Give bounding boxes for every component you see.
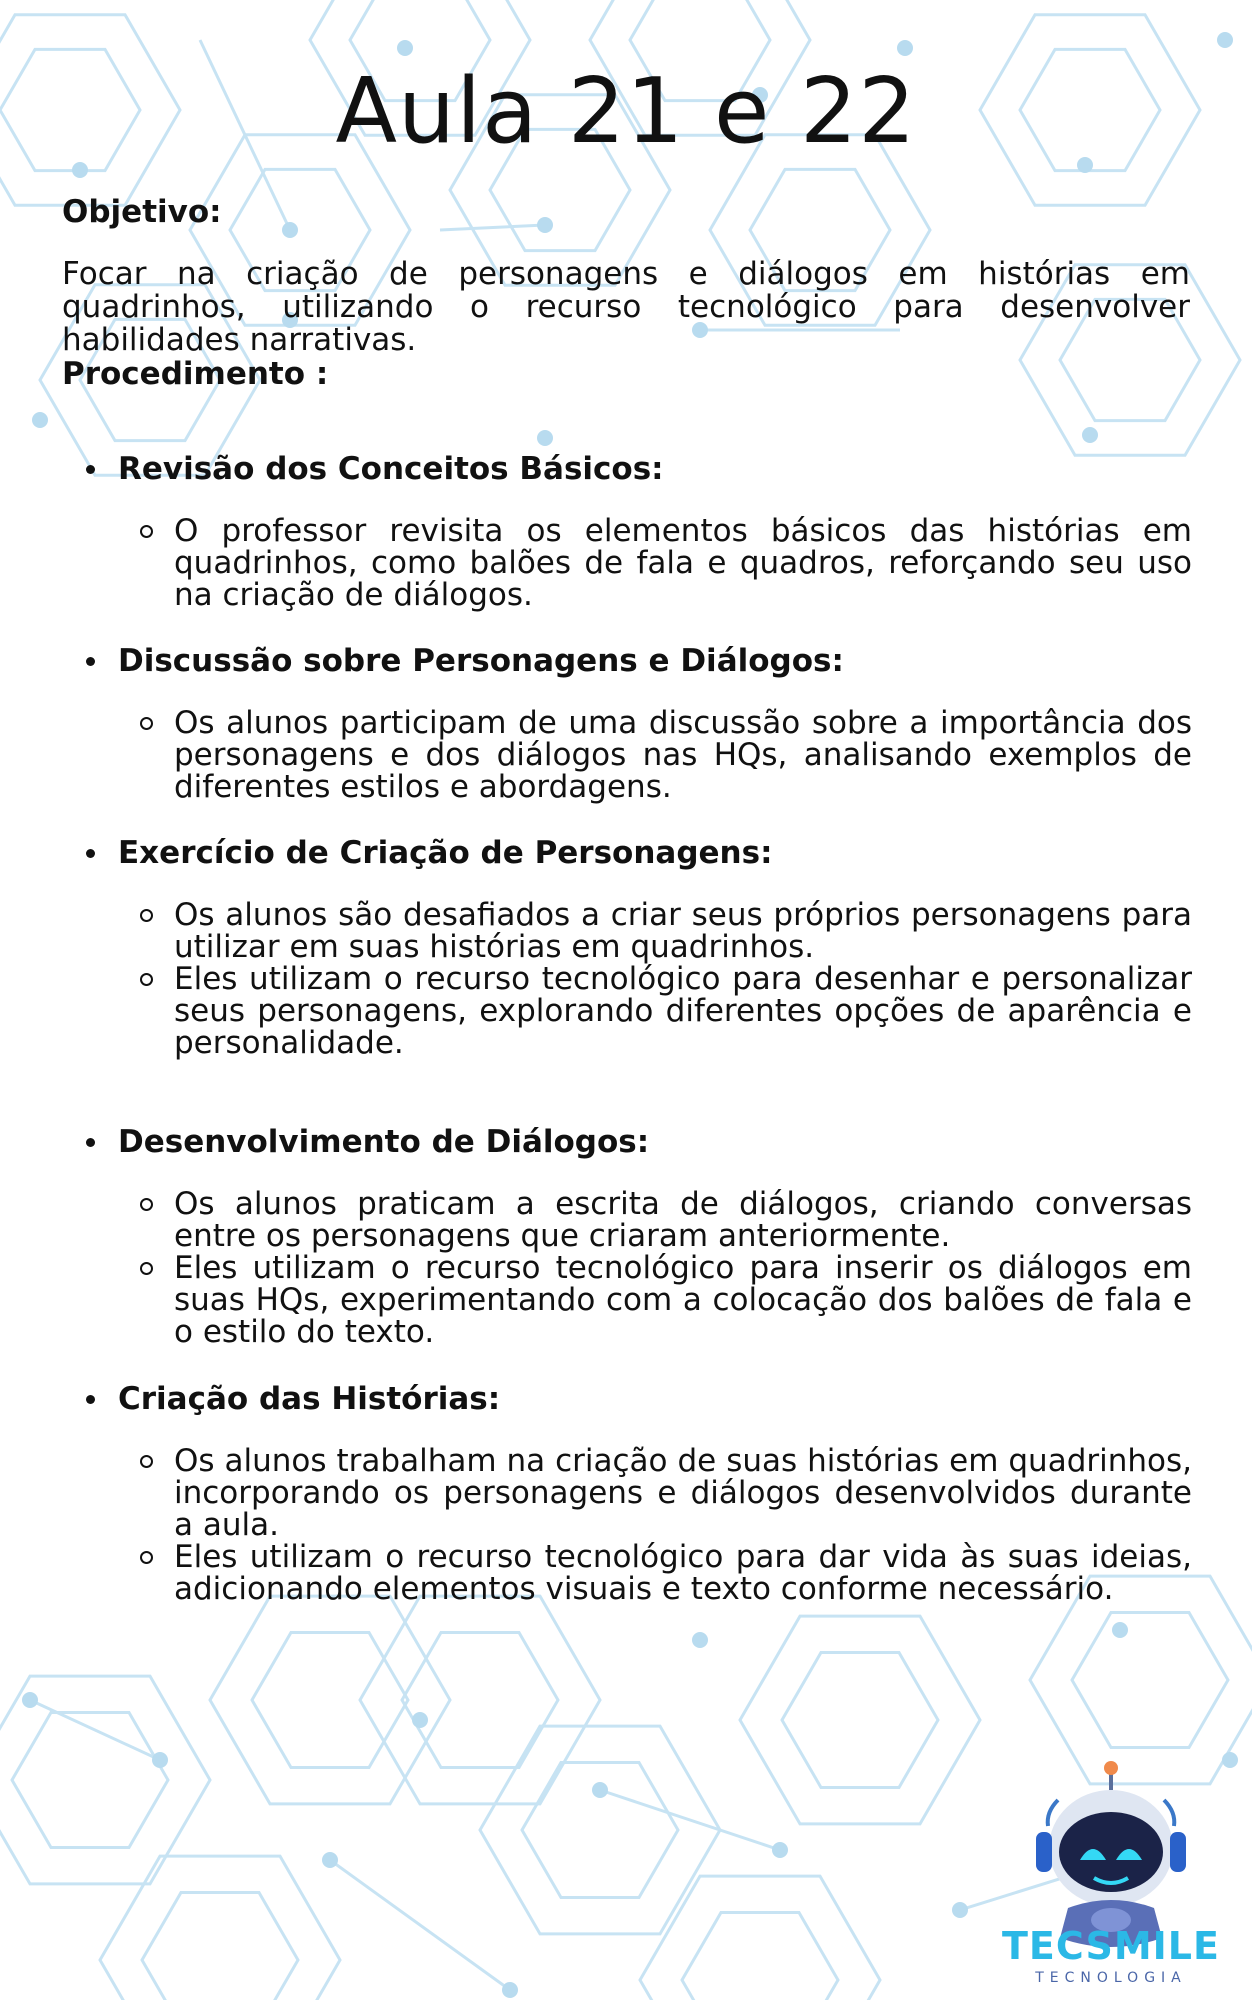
list-item: O professor revisita os elementos básicos das histórias em quadrinhos, como balões de fala e quadros, reforçando seu uso na criação de diálogos. — [174, 513, 1192, 613]
list-item: Eles utilizam o recurso tecnológico para dar vida às suas ideias, adicionando elementos visuais e texto conforme necessário. — [174, 1539, 1192, 1607]
brand-name: TECSMILE — [1002, 1924, 1220, 1968]
list-item: Eles utilizam o recurso tecnológico para desenhar e personalizar seus personagens, explorando diferentes opções de aparência e personalidade. — [174, 961, 1192, 1061]
objective-label: Objetivo: — [62, 194, 222, 230]
list-item: Os alunos praticam a escrita de diálogos, criando conversas entre os personagens que criaram anteriormente. — [174, 1186, 1192, 1254]
list-item: Os alunos são desafiados a criar seus próprios personagens para utilizar em suas histórias em quadrinhos. — [174, 897, 1192, 965]
page-title: Aula 21 e 22 — [335, 59, 917, 164]
section-heading: Criação das Histórias: — [118, 1381, 1192, 1417]
objective-text: Focar na criação de personagens e diálogos em histórias em quadrinhos, utilizando o recurso tecnológico para desenvolver habilidades narrativas. — [62, 256, 1190, 358]
section-desenvolvimento — [118, 1124, 1192, 1348]
section-revisao — [118, 451, 1192, 611]
list-item: Eles utilizam o recurso tecnológico para inserir os diálogos em suas HQs, experimentando com a colocação dos balões de fala e o estilo do texto. — [174, 1250, 1192, 1350]
section-discussao — [118, 643, 1192, 803]
list-item: Os alunos participam de uma discussão sobre a importância dos personagens e dos diálogos nas HQs, analisando exemplos de diferentes estilos e abordagens. — [174, 705, 1192, 805]
section-criacao — [118, 1381, 1192, 1605]
list-item: Os alunos trabalham na criação de suas histórias em quadrinhos, incorporando os personagens e diálogos desenvolvidos durante a aula. — [174, 1443, 1192, 1543]
procedure-label: Procedimento : — [62, 356, 329, 392]
section-heading: Desenvolvimento de Diálogos: — [118, 1124, 1192, 1160]
section-heading: Revisão dos Conceitos Básicos: — [118, 451, 1192, 487]
brand-subtitle: TECNOLOGIA — [1035, 1970, 1187, 1986]
section-exercicio — [118, 835, 1192, 1059]
section-heading: Exercício de Criação de Personagens: — [118, 835, 1192, 871]
section-heading: Discussão sobre Personagens e Diálogos: — [118, 643, 1192, 679]
